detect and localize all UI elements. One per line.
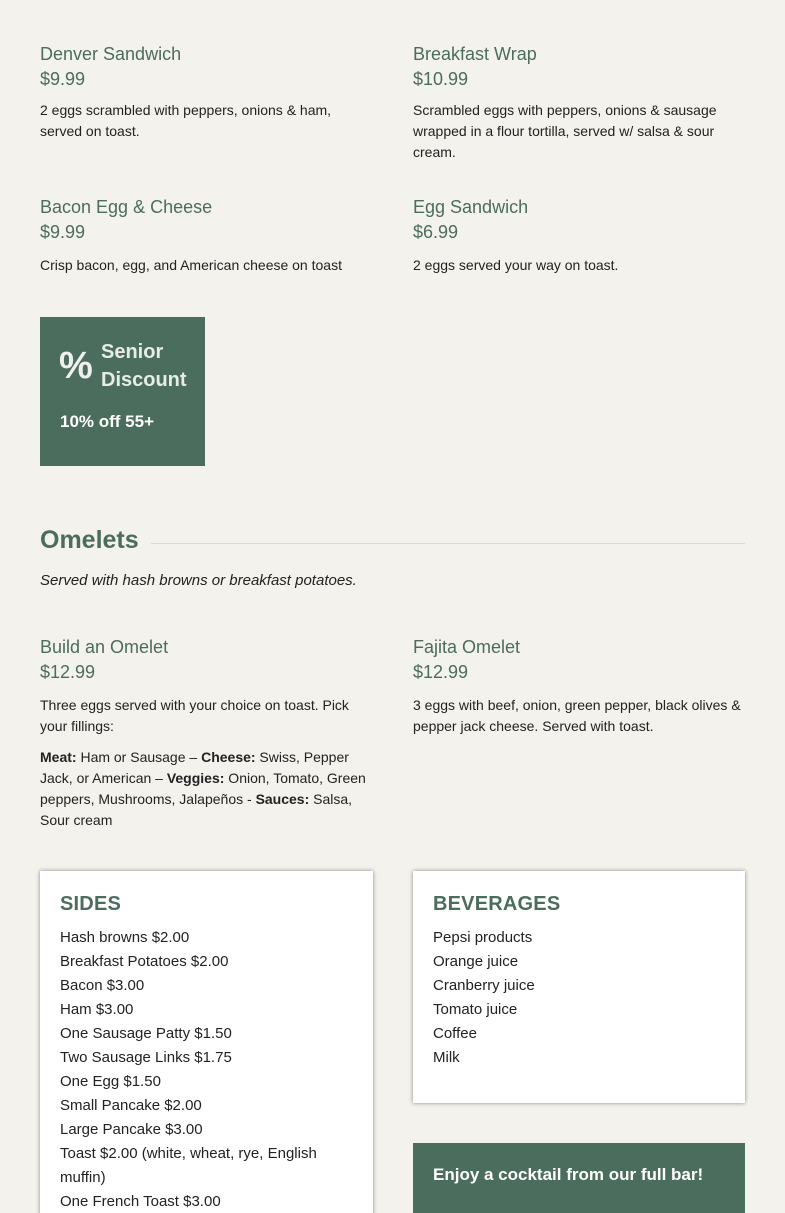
item-price: $10.99 bbox=[413, 69, 469, 89]
fillings-sauces-label: Sauces: bbox=[255, 791, 310, 807]
sides-list bbox=[60, 926, 353, 1213]
beverages-list bbox=[433, 926, 725, 1070]
item-description: Scrambled eggs with peppers, onions & sausage wrapped in a flour tortilla, served w/ salsa & sour cream. bbox=[413, 102, 717, 160]
item-price: $9.99 bbox=[40, 222, 86, 242]
omelet-fillings bbox=[40, 747, 372, 831]
list-item: Breakfast Potatoes $2.00 bbox=[60, 953, 229, 970]
fillings-veggies-label: Veggies: bbox=[166, 770, 225, 786]
item-description: 3 eggs with beef, onion, green pepper, black olives & pepper jack cheese. Served with toast. bbox=[413, 697, 741, 734]
list-item: Two Sausage Links $1.75 bbox=[60, 1049, 232, 1066]
fillings-meat: Ham or Sausage – bbox=[76, 749, 202, 765]
section-title: Omelets bbox=[40, 526, 151, 555]
list-item: One Egg $1.50 bbox=[60, 1073, 161, 1090]
fillings-cheese: Swiss, Pepper Jack, or American – bbox=[40, 749, 349, 786]
sides-title: SIDES bbox=[60, 893, 122, 915]
list-item: Tomato juice bbox=[433, 1001, 518, 1018]
menu-item bbox=[40, 635, 372, 831]
item-name: Egg Sandwich bbox=[413, 197, 529, 217]
sides-box bbox=[40, 871, 373, 1213]
item-price: $9.99 bbox=[40, 69, 86, 89]
menu-item bbox=[413, 195, 745, 276]
section-divider bbox=[145, 543, 745, 544]
cocktail-text: Enjoy a cocktail from our full bar! bbox=[433, 1165, 704, 1184]
list-item: Bacon $3.00 bbox=[60, 977, 145, 994]
list-item: Pepsi products bbox=[433, 929, 533, 946]
item-price: $12.99 bbox=[40, 662, 96, 682]
item-name: Breakfast Wrap bbox=[413, 44, 537, 64]
senior-discount-card bbox=[40, 317, 205, 466]
item-description: Three eggs served with your choice on toast. Pick your fillings: bbox=[40, 697, 349, 734]
percent-icon: % bbox=[59, 345, 93, 387]
menu-item bbox=[413, 635, 745, 737]
senior-discount-offer: 10% off 55+ bbox=[60, 412, 155, 431]
list-item: One Sausage Patty $1.50 bbox=[60, 1025, 232, 1042]
item-price: $6.99 bbox=[413, 222, 459, 242]
item-description: 2 eggs served your way on toast. bbox=[413, 257, 619, 273]
section-note: Served with hash browns or breakfast potatoes. bbox=[40, 572, 357, 589]
item-name: Denver Sandwich bbox=[40, 44, 182, 64]
menu-item bbox=[413, 42, 745, 163]
list-item: Large Pancake $3.00 bbox=[60, 1121, 203, 1138]
fillings-cheese-label: Cheese: bbox=[201, 749, 256, 765]
item-description: Crisp bacon, egg, and American cheese on toast bbox=[40, 257, 342, 273]
list-item: Orange juice bbox=[433, 953, 519, 970]
list-item: Coffee bbox=[433, 1025, 477, 1042]
list-item: Hash browns $2.00 bbox=[60, 929, 190, 946]
beverages-title: BEVERAGES bbox=[433, 893, 561, 915]
senior-discount-title: Senior Discount bbox=[101, 341, 187, 391]
fillings-veggies: Onion, Tomato, Green peppers, Mushrooms, Jalapeños - bbox=[40, 770, 366, 807]
item-price: $12.99 bbox=[413, 662, 469, 682]
menu-item bbox=[40, 42, 372, 142]
item-description: 2 eggs scrambled with peppers, onions & ham, served on toast. bbox=[40, 102, 332, 139]
list-item: Milk bbox=[433, 1049, 460, 1066]
item-name: Bacon Egg & Cheese bbox=[40, 197, 213, 217]
list-item: One French Toast $3.00 bbox=[60, 1193, 221, 1210]
cocktail-banner bbox=[413, 1143, 745, 1213]
item-name: Fajita Omelet bbox=[413, 637, 521, 657]
list-item: Ham $3.00 bbox=[60, 1001, 134, 1018]
list-item: Toast $2.00 (white, wheat, rye, English muffin) bbox=[60, 1145, 317, 1186]
list-item: Cranberry juice bbox=[433, 977, 535, 994]
menu-item bbox=[40, 195, 372, 276]
item-name: Build an Omelet bbox=[40, 637, 169, 657]
list-item: Small Pancake $2.00 bbox=[60, 1097, 202, 1114]
beverages-box bbox=[413, 871, 745, 1103]
fillings-meat-label: Meat: bbox=[40, 749, 77, 765]
omelets-section-header bbox=[40, 526, 745, 562]
fillings-sauces: Salsa, Sour cream bbox=[40, 791, 353, 828]
